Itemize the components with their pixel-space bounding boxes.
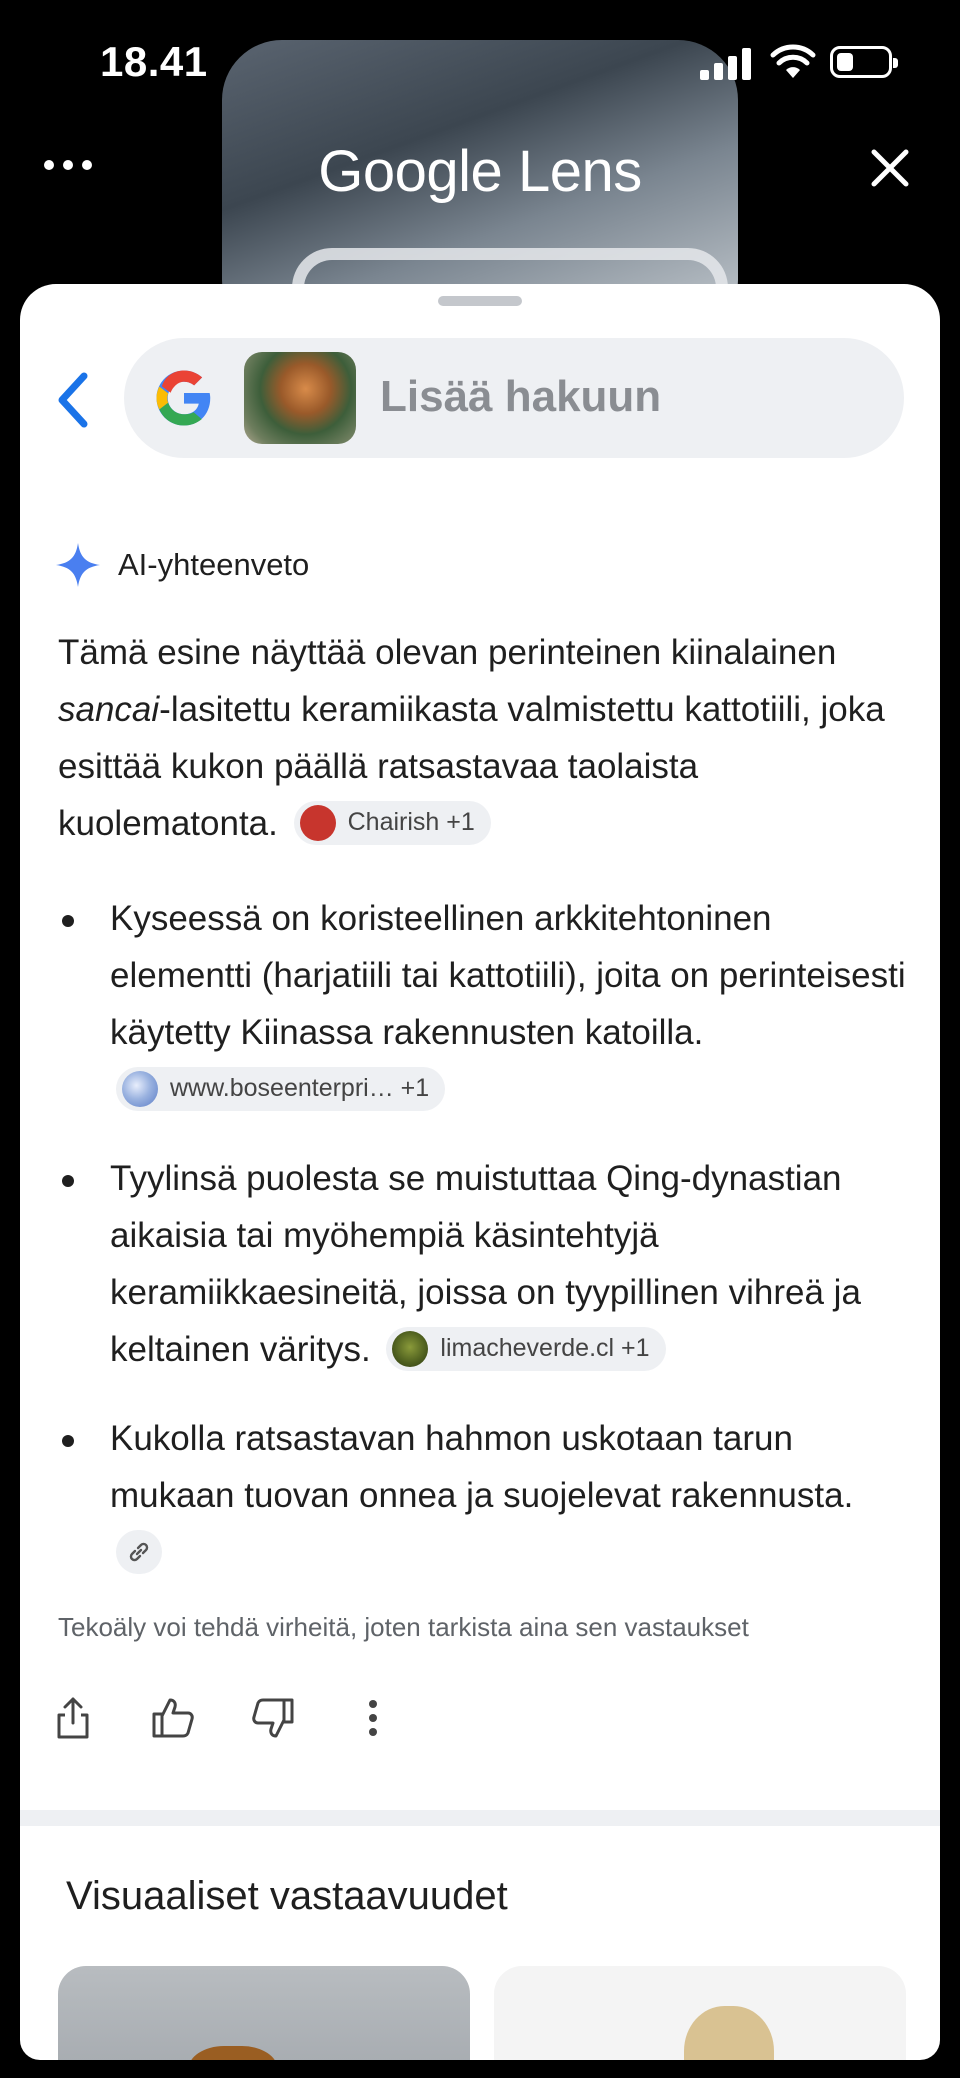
status-time: 18.41	[100, 38, 208, 85]
app-title	[0, 138, 960, 205]
app-title-lens: Lens	[517, 139, 642, 204]
share-button[interactable]	[48, 1693, 98, 1743]
visual-matches-title: Visuaaliset vastaavuudet	[66, 1874, 508, 1918]
close-icon[interactable]	[868, 146, 912, 190]
visual-match-card[interactable]	[58, 1966, 470, 2060]
list-item: Kyseessä on koristeellinen arkkitehtoninen elementti (harjatiili tai kattotiili), joita on perinteisesti käytetty Kiinassa rakennusten katoilla. www.boseenterpri… +1	[58, 890, 908, 1118]
ai-overview-header	[54, 540, 309, 590]
source-chip-boseenterprises[interactable]: www.boseenterpri… +1	[116, 1067, 445, 1111]
link-icon	[126, 1539, 152, 1565]
section-divider	[20, 1810, 940, 1826]
query-image-thumbnail[interactable]	[244, 352, 356, 444]
chairish-favicon-icon	[300, 805, 336, 841]
ai-overview-body	[58, 624, 908, 1613]
ai-overview-intro: Tämä esine näyttää olevan perinteinen kiinalainen sancai-lasitettu keramiikasta valmistettu kattotiili, joka esittää kukon päällä ratsastavaa taolaista kuolematonta. Chairish +1	[58, 633, 885, 843]
search-input[interactable]: Lisää hakuun	[380, 372, 662, 421]
wifi-icon	[770, 44, 816, 80]
source-chip-limacheverde[interactable]: limacheverde.cl +1	[386, 1327, 665, 1371]
results-sheet	[20, 284, 940, 2060]
globe-favicon-icon	[122, 1071, 158, 1107]
app-title-google: Google	[318, 139, 503, 204]
source-link-chip[interactable]	[116, 1530, 162, 1574]
thumbs-down-icon	[250, 1696, 296, 1740]
ai-disclaimer: Tekoäly voi tehdä virheitä, joten tarkista aina sen vastaukset	[58, 1612, 749, 1642]
ai-overview-bullets	[58, 890, 908, 1581]
lens-header	[0, 120, 960, 220]
source-chip-chairish[interactable]: Chairish +1	[294, 801, 491, 845]
limacheverde-favicon-icon	[392, 1331, 428, 1367]
thumbs-up-button[interactable]	[148, 1693, 198, 1743]
ai-overview-label: AI-yhteenveto	[118, 547, 310, 582]
drag-handle[interactable]	[438, 296, 522, 306]
list-item: Kukolla ratsastavan hahmon uskotaan tarun mukaan tuovan onnea ja suojelevat rakennusta.	[58, 1410, 908, 1581]
google-logo-icon	[154, 368, 214, 428]
ai-sparkle-icon	[54, 541, 102, 589]
status-bar	[0, 0, 960, 120]
back-arrow-icon[interactable]	[50, 368, 98, 432]
cellular-signal-icon	[700, 48, 752, 80]
share-icon	[53, 1695, 93, 1741]
search-bar[interactable]	[124, 338, 904, 458]
list-item: Tyylinsä puolesta se muistuttaa Qing-dynastian aikaisia tai myöhempiä käsintehtyjä keramiikkaesineitä, joissa on tyypillinen vihreä ja keltainen väritys. limacheverde.cl +1	[58, 1150, 908, 1378]
feedback-actions	[48, 1688, 398, 1748]
more-actions-button[interactable]	[348, 1693, 398, 1743]
more-vert-icon	[367, 1698, 379, 1738]
battery-icon	[830, 46, 892, 78]
thumbs-down-button[interactable]	[248, 1693, 298, 1743]
thumbs-up-icon	[150, 1696, 196, 1740]
visual-match-card[interactable]	[494, 1966, 906, 2060]
